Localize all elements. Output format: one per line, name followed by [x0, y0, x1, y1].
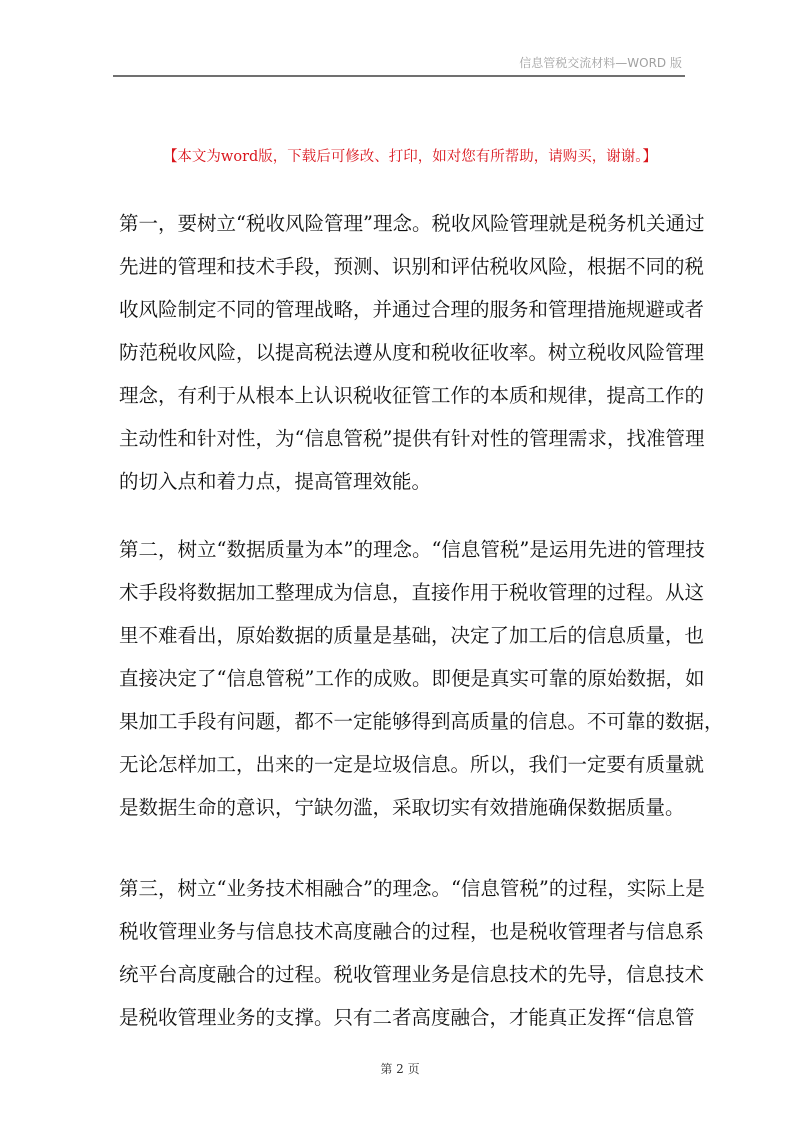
text-line: 第三，树立“业务技术相融合”的理念。“信息管税”的过程，实际上是	[119, 877, 705, 900]
text-line: 防范税收风险，以提高税法遵从度和税收征收率。树立税收风险管理	[119, 341, 705, 364]
paragraph-3	[119, 867, 705, 1039]
download-notice: 【本文为word版，下载后可修改、打印，如对您有所帮助，请购买，谢谢。】	[162, 149, 658, 165]
text-line: 第二，树立“数据质量为本”的理念。“信息管税”是运用先进的管理技	[119, 538, 705, 561]
page-number: 第 2 页	[380, 1062, 420, 1076]
text-line: 直接决定了“信息管税”工作的成败。即便是真实可靠的原始数据，如	[119, 667, 705, 690]
header-title: 信息管税交流材料—WORD 版	[519, 56, 682, 70]
text-line: 是数据生命的意识，宁缺勿滥，采取切实有效措施确保数据质量。	[119, 796, 685, 819]
text-line: 税收管理业务与信息技术高度融合的过程，也是税收管理者与信息系	[119, 920, 705, 943]
text-line: 的切入点和着力点，提高管理效能。	[119, 470, 432, 493]
text-line: 无论怎样加工，出来的一定是垃圾信息。所以，我们一定要有质量就	[119, 753, 705, 776]
text-line: 主动性和针对性，为“信息管税”提供有针对性的管理需求，找准管理	[119, 427, 705, 450]
text-line: 先进的管理和技术手段，预测、识别和评估税收风险，根据不同的税	[119, 255, 705, 278]
text-line: 第一，要树立“税收风险管理”理念。税收风险管理就是税务机关通过	[119, 212, 705, 235]
text-line: 术手段将数据加工整理成为信息，直接作用于税收管理的过程。从这	[119, 581, 705, 604]
text-line: 是税收管理业务的支撑。只有二者高度融合，才能真正发挥“信息管	[119, 1006, 695, 1029]
text-line: 统平台高度融合的过程。税收管理业务是信息技术的先导，信息技术	[119, 963, 705, 986]
text-line: 里不难看出，原始数据的质量是基础，决定了加工后的信息质量，也	[119, 624, 705, 647]
text-line: 果加工手段有问题，都不一定能够得到高质量的信息。不可靠的数据，	[119, 710, 724, 733]
text-line: 理念，有利于从根本上认识税收征管工作的本质和规律，提高工作的	[119, 384, 705, 407]
paragraph-1	[119, 202, 705, 503]
header-divider	[113, 75, 685, 77]
text-line: 收风险制定不同的管理战略，并通过合理的服务和管理措施规避或者	[119, 298, 705, 321]
paragraph-2	[119, 528, 724, 829]
